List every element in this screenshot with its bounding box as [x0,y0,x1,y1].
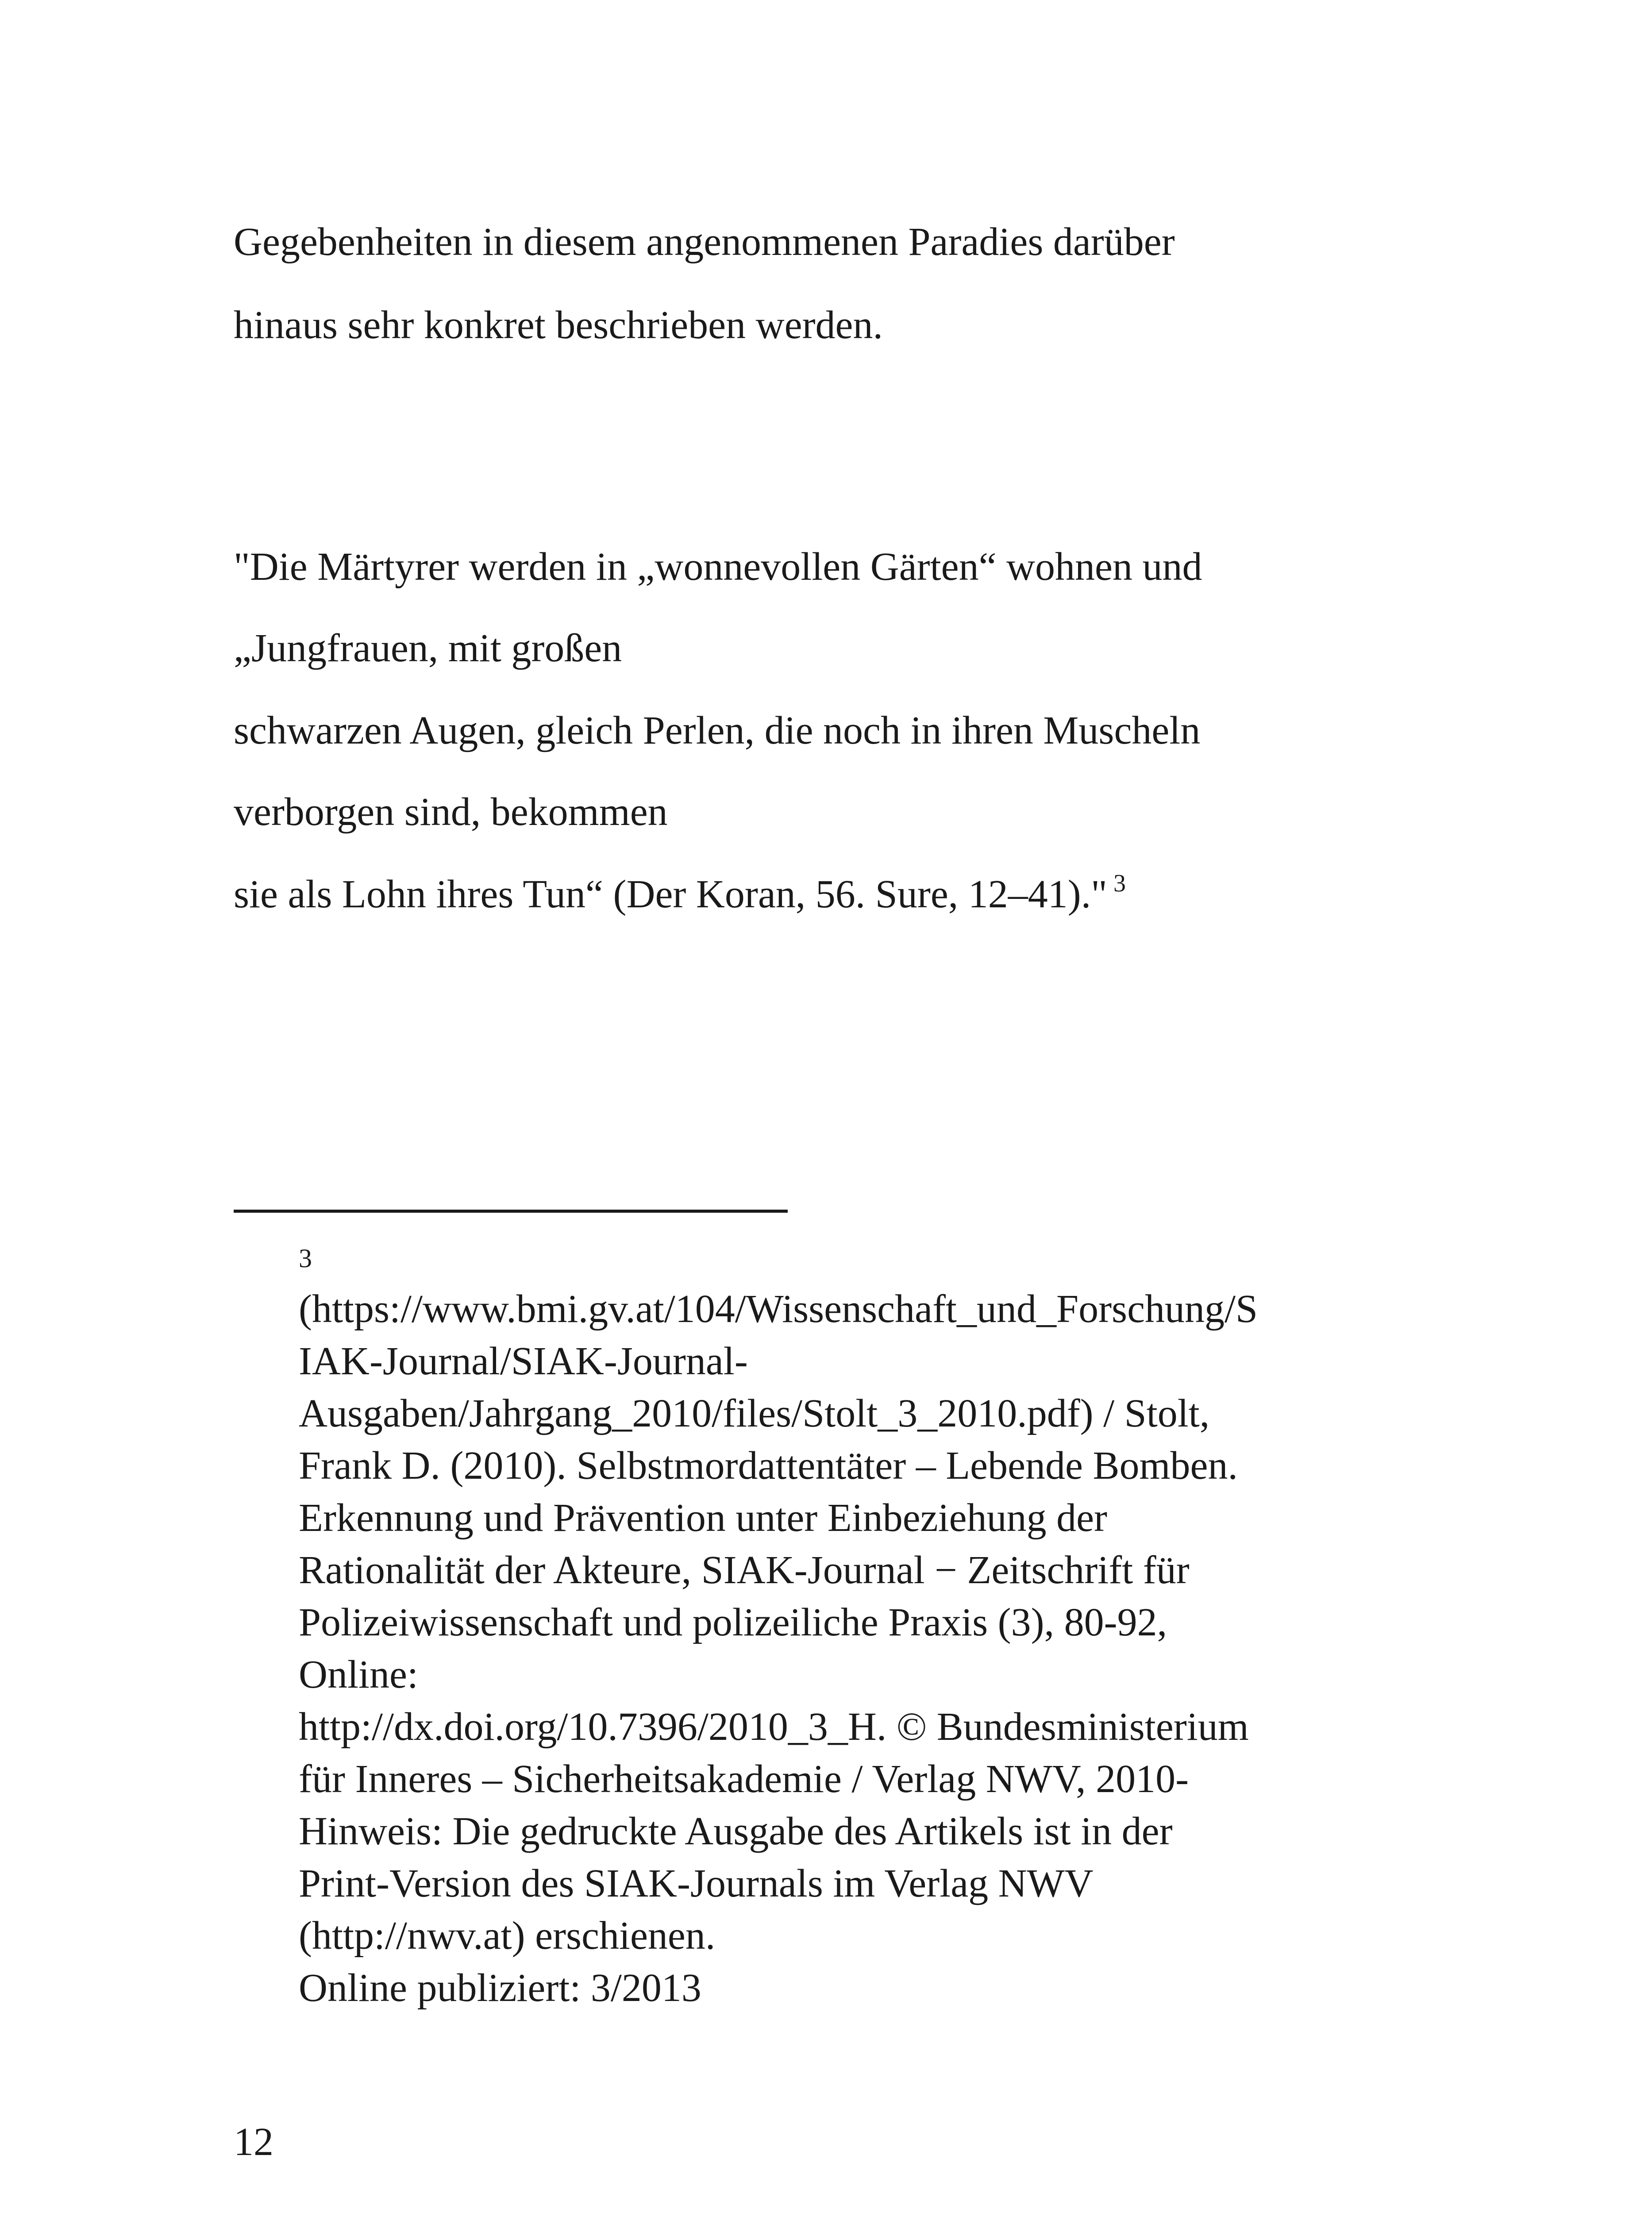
footnote-reference: 3 [1113,870,1126,897]
footnote-line: Hinweis: Die gedruckte Ausgabe des Artikels ist in der [299,1809,1173,1853]
quote-line: „Jungfrauen, mit großen [234,626,622,670]
quote-line-last [234,870,1126,924]
footnote-line: Frank D. (2010). Selbstmordattentäter – Lebende Bomben. [299,1444,1238,1488]
footnote-line: Print-Version des SIAK-Journals im Verlag NWV [299,1862,1094,1905]
quote-line: "Die Märtyrer werden in „wonnevollen Gärten“ wohnen und [234,545,1202,589]
footnote-line: Rationalität der Akteure, SIAK-Journal − Zeitschrift für [299,1548,1190,1592]
footnote-line: Ausgaben/Jahrgang_2010/files/Stolt_3_2010.pdf) / Stolt, [299,1392,1210,1435]
footnote-separator [234,1210,788,1213]
quote-line-text: sie als Lohn ihres Tun“ (Der Koran, 56. Sure, 12–41)." [234,872,1107,916]
body-text-line: Gegebenheiten in diesem angenommenen Paradies darüber [234,220,1175,264]
footnote-line: http://dx.doi.org/10.7396/2010_3_H. © Bundesministerium [299,1705,1249,1749]
footnote-marker: 3 [299,1244,312,1273]
quote-line: verborgen sind, bekommen [234,790,668,834]
footnote-line: Polizeiwissenschaft und polizeiliche Praxis (3), 80-92, [299,1600,1167,1644]
footnote-line: IAK-Journal/SIAK-Journal- [299,1339,748,1383]
footnote-line: Online: [299,1653,418,1696]
quote-line: schwarzen Augen, gleich Perlen, die noch in ihren Muscheln [234,709,1201,752]
footnote-line: Erkennung und Prävention unter Einbeziehung der [299,1496,1107,1540]
page-number: 12 [234,2120,273,2164]
footnote-line: Online publiziert: 3/2013 [299,1966,701,2010]
footnote-line: für Inneres – Sicherheitsakademie / Verlag NWV, 2010- [299,1757,1189,1801]
footnote-line: (http://nwv.at) erschienen. [299,1914,716,1958]
footnote-line: (https://www.bmi.gv.at/104/Wissenschaft_und_Forschung/S [299,1287,1258,1331]
body-text-line: hinaus sehr konkret beschrieben werden. [234,303,883,347]
